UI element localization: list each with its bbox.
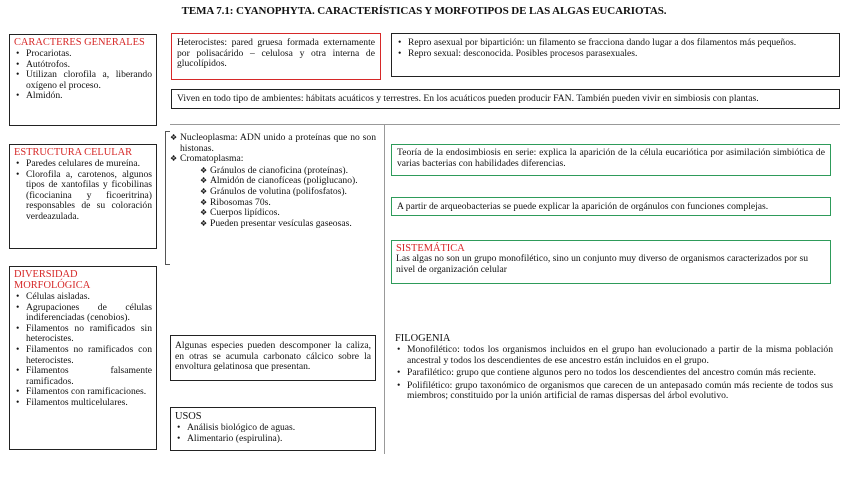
list-item: • Almidón. xyxy=(14,91,152,102)
list-item: • Procariotas. xyxy=(14,49,152,60)
divider-line xyxy=(384,124,385,454)
usos-box xyxy=(170,407,376,451)
diversidad-morfologica-box xyxy=(9,266,157,450)
list-item: • Agrupaciones de células indiferenciadas (cenobios). xyxy=(14,303,152,324)
sistematica-box xyxy=(391,240,831,284)
arqueobacterias-box: A partir de arqueobacterias se puede explicar la aparición de orgánulos con funciones complejas. xyxy=(391,197,831,216)
diversidad-morfologica-list xyxy=(14,292,152,409)
sistematica-header: SISTEMÁTICA xyxy=(396,243,465,254)
estructura-celular-list xyxy=(14,159,152,223)
estructura-celular-box xyxy=(9,144,157,249)
filogenia-header: FILOGENIA xyxy=(395,333,451,344)
sistematica-text: Las algas no son un grupo monofilético, sino un conjunto muy diverso de organismos caracterizados por su nivel de organización celular xyxy=(396,253,809,275)
list-item: • Filamentos falsamente ramificados. xyxy=(14,366,152,387)
caracteres-generales-header: CARACTERES GENERALES xyxy=(14,37,145,48)
list-item: • Células aisladas. xyxy=(14,292,152,303)
list-item: • Repro sexual: desconocida. Posibles procesos parasexuales. xyxy=(396,49,835,60)
list-item: • Filamentos no ramificados sin heterocistes. xyxy=(14,324,152,345)
page-title: TEMA 7.1: CYANOPHYTA. CARACTERÍSTICAS Y MORFOTIPOS DE LAS ALGAS EUCARIOTAS. xyxy=(181,5,667,17)
list-item: ❖ Gránulos de cianoficina (proteínas). xyxy=(200,166,376,177)
filogenia-block xyxy=(395,333,833,402)
list-item: ❖ Cromatoplasma: xyxy=(170,154,376,165)
list-item: • Autótrofos. xyxy=(14,60,152,71)
list-item: ❖ Pueden presentar vesículas gaseosas. xyxy=(200,219,376,230)
list-item: • Clorofila a, carotenos, algunos tipos de xantofilas y ficobilinas (ficocianina y ficoeritrina) responsables de su coloración verdeazulada. xyxy=(14,170,152,223)
cromatoplasma-list xyxy=(200,166,376,230)
list-item: • Paredes celulares de mureína. xyxy=(14,159,152,170)
list-item: • Polifilético: grupo taxonómico de organismos que carecen de un antepasado común más reciente de todos sus miembros; constituido por la unión artificial de ramas dispersas del árbol evolutivo. xyxy=(395,381,833,402)
nucleo-block xyxy=(170,132,376,229)
list-item: ❖ Ribosomas 70s. xyxy=(200,198,376,209)
ambientes-box: Viven en todo tipo de ambientes: hábitats acuáticos y terrestres. En los acuáticos pueden producir FAN. También pueden vivir en simbiosis con plantas. xyxy=(171,89,840,109)
list-item: ❖ Almidón de cianofíceas (poliglucano). xyxy=(200,176,376,187)
list-item: ❖ Nucleoplasma: ADN unido a proteínas que no son histonas. xyxy=(170,133,376,154)
estructura-celular-header: ESTRUCTURA CELULAR xyxy=(14,147,133,158)
list-item: • Filamentos multicelulares. xyxy=(14,398,152,409)
diversidad-morfologica-header: DIVERSIDAD MORFOLÓGICA xyxy=(14,269,91,291)
heterocistes-box: Heterocistes: pared gruesa formada externamente por polisacárido – celulosa y otra interna de glucolípidos. xyxy=(171,33,381,80)
list-item: • Monofilético: todos los organismos incluidos en el grupo han evolucionado a partir de la misma población ancestral y todos los descendientes de ese ancestro están incluidos en el grupo. xyxy=(395,345,833,366)
list-item: ❖ Gránulos de volutina (polifosfatos). xyxy=(200,187,376,198)
endosimbiosis-box: Teoría de la endosimbiosis en serie: explica la aparición de la célula eucariótica por asimilación simbiótica de varias bacterias con habilidades diferencias. xyxy=(391,144,831,176)
list-item: • Repro asexual por bipartición: un filamento se fracciona dando lugar a dos filamentos más pequeños. xyxy=(396,38,835,49)
usos-header: USOS xyxy=(175,411,202,422)
usos-list xyxy=(175,423,371,444)
reproduccion-box xyxy=(391,33,840,77)
filogenia-list xyxy=(395,345,833,402)
divider-line xyxy=(170,124,840,125)
list-item: • Alimentario (espirulina). xyxy=(175,434,371,445)
list-item: • Parafilético: grupo que contiene algunos pero no todos los descendientes del ancestro común más reciente. xyxy=(395,368,833,379)
list-item: • Utilizan clorofila a, liberando oxígeno el proceso. xyxy=(14,70,152,91)
reproduccion-list xyxy=(396,38,835,59)
list-item: • Filamentos con ramificaciones. xyxy=(14,387,152,398)
nucleo-list xyxy=(170,133,376,165)
list-item: • Filamentos no ramificados con heterocistes. xyxy=(14,345,152,366)
caracteres-generales-box xyxy=(9,34,157,126)
caracteres-generales-list xyxy=(14,49,152,102)
list-item: • Análisis biológico de aguas. xyxy=(175,423,371,434)
caliza-box: Algunas especies pueden descomponer la caliza, en otras se acumula carbonato cálcico sobre la envoltura gelatinosa que presentan. xyxy=(170,335,376,381)
list-item: ❖ Cuerpos lipídicos. xyxy=(200,208,376,219)
